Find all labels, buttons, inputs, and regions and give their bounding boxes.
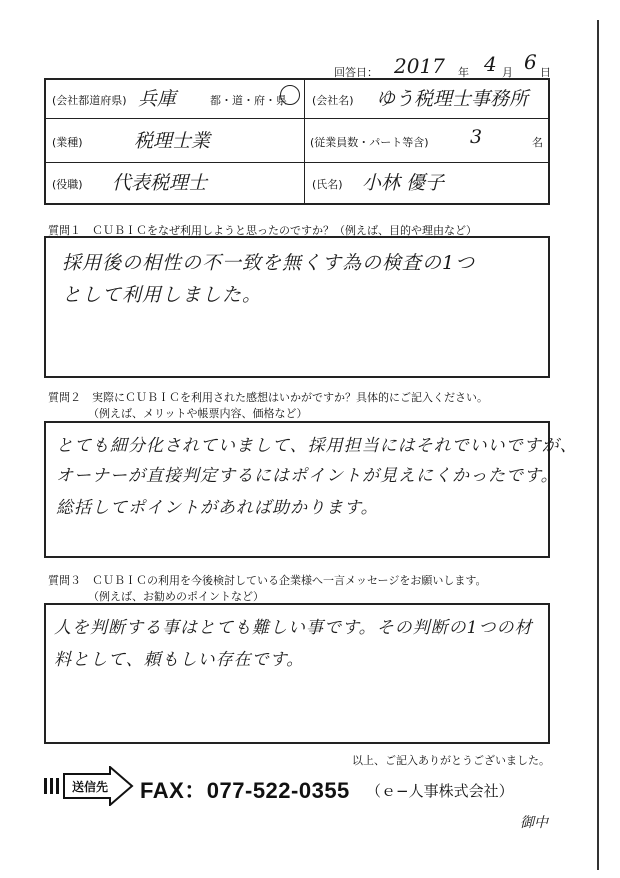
employees-label: (従業員数・パート等含) [310,136,429,149]
question-3-answer-line: 人を判断する事はとても難しい事です。その判断の1つの材 [54,618,533,638]
name-label: (氏名) [312,178,343,191]
recipient-honorific: 御中 [520,815,548,831]
question-3-answer-line: 料として、頼もしい存在です。 [54,650,305,670]
question-1-answer-box [44,236,550,378]
question-3-label: 質問３ ＣＵＢＩＣの利用を今後検討している企業様へ一言メッセージをお願いします。 [48,574,487,587]
question-3-sub-label: （例えば、お勧めのポイントなど） [88,590,264,603]
day-label: 日 [540,66,551,79]
company-label: (会社名) [312,94,354,107]
question-2-answer-line: とても細分化されていまして、採用担当にはそれでいいですが、 [56,436,578,456]
question-1-label: 質問１ ＣＵＢＩＣをなぜ利用しようと思ったのですか？（例えば、目的や理由など） [48,224,477,237]
respondent-info-table [44,78,550,205]
question-2-answer-line: 総括してポイントがあれば助かります。 [56,498,379,518]
table-divider [304,80,305,203]
question-2-answer-box [44,421,578,558]
answer-day: 6 [524,50,537,74]
fax-recipient-company: （ｅ−人事株式会社） [366,782,514,800]
question-1-answer-line: 採用後の相性の不一致を無くす為の検査の1つ [62,252,476,274]
name-value: 小林 優子 [362,172,445,194]
table-divider [46,162,548,163]
table-divider [46,118,548,119]
prefecture-suffix: 都・道・府・県 [210,94,287,107]
year-label: 年 [458,66,469,79]
question-3-answer-box [44,603,550,744]
month-label: 月 [502,66,513,79]
employees-unit: 名 [532,136,543,149]
industry-value: 税理士業 [134,130,211,152]
employees-value: 3 [470,126,483,148]
prefecture-value: 兵庫 [138,88,177,110]
company-value: ゆう税理士事務所 [376,88,529,110]
answer-date-label: 回答日： [334,66,378,79]
fax-number: FAX：077-522-0355 [140,778,350,803]
question-2-answer-line: オーナーが直接判定するにはポイントが見えにくかったです。 [56,466,559,486]
prefecture-label: (会社都道府県) [52,94,127,107]
answer-month: 4 [484,52,497,76]
question-1-answer-line: として利用しました。 [62,284,263,306]
closing-thanks: 以上、ご記入ありがとうございました。 [352,754,550,767]
send-to-label: 送信先 [72,780,109,794]
industry-label: (業種) [52,136,83,149]
question-2-label: 質問２ 実際にＣＵＢＩＣを利用された感想はいかがですか？具体的にご記入ください。 [48,391,488,404]
answer-year: 2017 [394,54,445,78]
page-edge-line [597,20,599,870]
prefecture-circle-mark [280,85,300,105]
position-label: (役職) [52,178,83,191]
question-2-sub-label: （例えば、メリットや帳票内容、価格など） [88,407,308,420]
position-value: 代表税理士 [112,172,208,194]
